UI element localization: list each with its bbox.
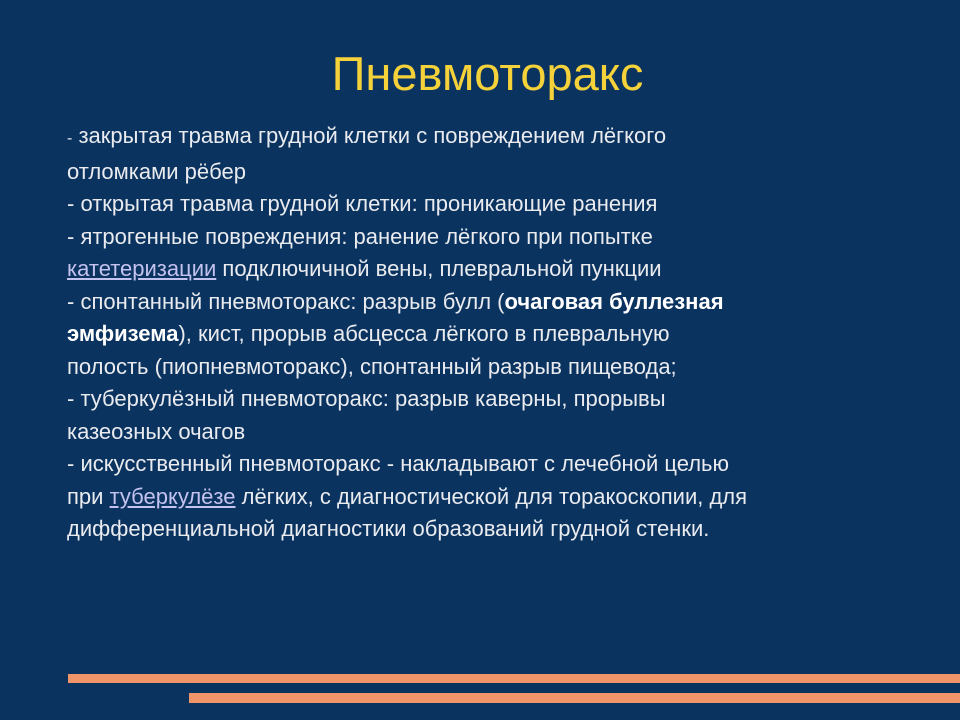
line-text: подключичной вены, плевральной пункции (216, 256, 662, 281)
text-line: отломками рёбер (67, 158, 246, 184)
text-line: казеозных очагов (67, 418, 246, 444)
text-line: полость (пиопневмоторакс), спонтанный разрыв пищевода; (67, 353, 677, 379)
line-text: - спонтанный пневмоторакс: разрыв булл ( (67, 288, 505, 314)
line-text: ), кист, прорыв абсцесса лёгкого в плевральную (178, 321, 670, 346)
catheterization-link[interactable]: катетеризации (67, 256, 217, 281)
text-line (67, 318, 917, 351)
text-line: - искусственный пневмоторакс - накладывают с лечебной целью (67, 451, 729, 476)
tuberculosis-link[interactable]: туберкулёзе (109, 483, 236, 509)
decorative-bar-top (68, 674, 960, 683)
text-line: дифференциальной диагностики образований грудной стенки. (67, 516, 710, 541)
decorative-bar-bottom (189, 693, 960, 703)
text-line: - открытая травма грудной клетки: проникающие ранения (67, 191, 658, 216)
line-text: при (67, 483, 110, 509)
bullet-dash: - (67, 130, 73, 147)
line-text: закрытая травма грудной клетки с повреждением лёгкого (72, 123, 667, 148)
text-line (67, 120, 917, 156)
text-line (67, 286, 917, 319)
bold-term: очаговая буллезная (504, 288, 724, 314)
slide-body (67, 120, 917, 546)
text-line (67, 481, 917, 514)
bold-term: эмфизема (67, 321, 179, 346)
text-line (67, 253, 917, 286)
slide-title: Пневмоторакс (331, 47, 644, 100)
text-line: - туберкулёзный пневмоторакс: разрыв каверны, прорывы (67, 386, 666, 411)
text-line: - ятрогенные повреждения: ранение лёгкого при попытке (67, 223, 653, 249)
line-text: лёгких, с диагностической для торакоскопии, для (235, 483, 748, 509)
